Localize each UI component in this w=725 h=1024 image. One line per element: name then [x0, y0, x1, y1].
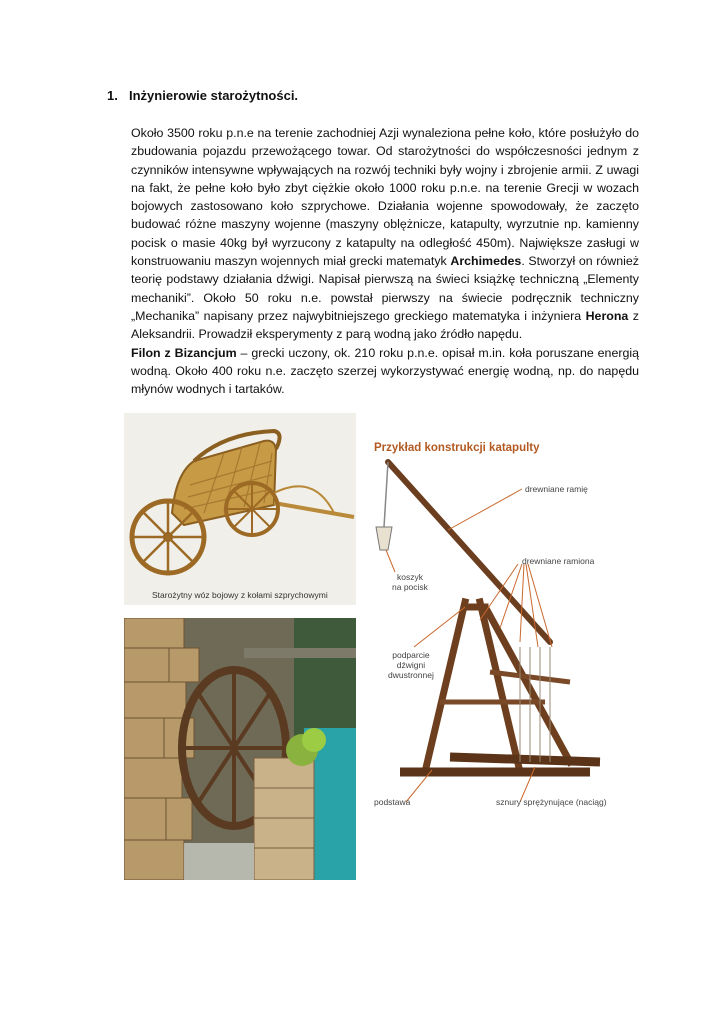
label-ropes: sznury sprężynujące (naciąg) [496, 797, 607, 807]
paragraph-1-text-b: . Stworzył on również teorię podstawy działania dźwigi. Napisał pierwszą na świeci książkę techniczną „Elementy mechaniki”. Około 50 roku n.e. powstał pierwszy na świecie podręcznik techniczny „Mechanika” napisany przez najwybitniejszego greckiego matematyka i inżyniera [131, 254, 639, 323]
paragraph-1-text-a: Około 3500 roku p.n.e na terenie zachodniej Azji wynaleziona pełne koło, które posłużyło do zbudowania pojazdu przewożącego towar. Od starożytności do współczesności jednym z czynników intensywne wpływających na rozwój techniki były wojny i zbrojenie armii. Z uwagi na fakt, że pełne koło było zbyt ciężkie około 1000 roku p.n.e. na terenie Grecji w wozach bojowych zastosowano koło szprychowe. Działania wojenne spowodowały, że zaczęto budować różne maszyny wojenne (maszyny oblężnicze, katapulty, wyrzutnie np. kamienny pocisk o masie 40kg był wyrzucony z katapulty na odległość 450m). Największe zasługi w konstruowaniu maszyn wojennych miał grecki matematyk [131, 126, 639, 269]
paragraph-1 [131, 124, 639, 344]
bold-archimedes: Archimedes [450, 254, 522, 269]
water-mill-illustration [124, 618, 356, 880]
bold-herona: Herona [585, 308, 629, 323]
chariot-illustration [124, 413, 356, 605]
label-arms: drewniane ramiona [522, 556, 595, 566]
paragraph-1-text-c: z Aleksandrii. Prowadził eksperymenty z parą wodną jako źródło napędu. [131, 308, 639, 342]
paragraph-2 [131, 344, 639, 399]
catapult-diagram [370, 432, 620, 827]
label-basket: koszyk na pocisk [392, 572, 428, 592]
catapult-title: Przykład konstrukcji katapulty [374, 442, 540, 454]
label-arm: drewniane ramię [525, 484, 588, 494]
chariot-image [124, 413, 356, 605]
body-text [131, 124, 639, 398]
heading-number: 1. [107, 88, 118, 103]
chariot-caption: Starożytny wóz bojowy z kołami szprychowymi [152, 590, 328, 600]
bold-filon: Filon z Bizancjum [131, 345, 237, 360]
heading-title: Inżynierowie starożytności. [129, 88, 299, 103]
label-base: podstawa [374, 797, 411, 807]
label-support: podparcie dźwigni dwustronnej [388, 650, 434, 680]
water-mill-image [124, 618, 356, 880]
section-heading [107, 88, 298, 103]
paragraph-2-text: – grecki uczony, ok. 210 roku p.n.e. opisał m.in. koła poruszane energią wodną. Około 400 roku n.e. zaczęto szerzej wykorzystywać energię wodną, np. do napędu młynów wodnych i tartaków. [131, 345, 639, 397]
